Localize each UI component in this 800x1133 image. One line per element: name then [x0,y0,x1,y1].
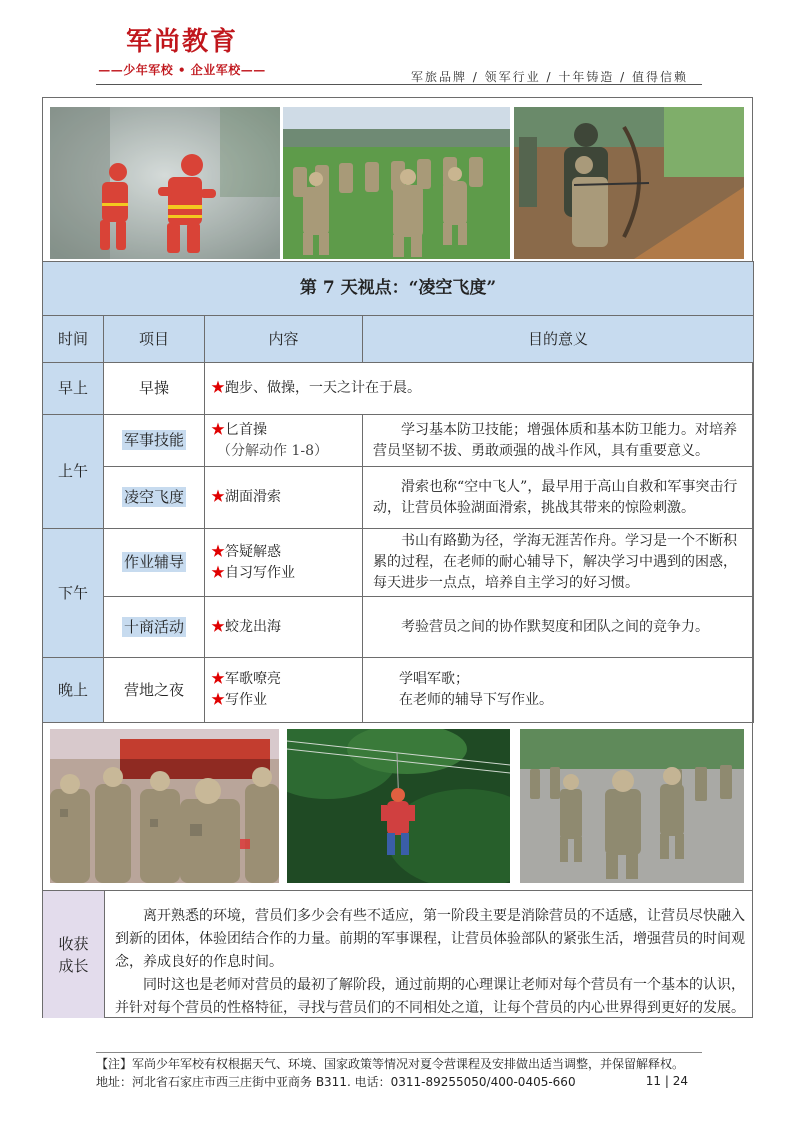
purpose-cell: 滑索也称“空中飞人”，最早用于高山自救和军事突击行动，让营员体验湖面滑索，挑战其带来的惊险刺激。 [363,467,754,529]
growth-label-line: 收获 [58,934,89,953]
purpose-cell: 考验营员之间的协作默契度和团队之间的竞争力。 [363,597,754,658]
photo-fire-drill [50,107,280,259]
content-cell [205,529,363,597]
logo-subtitle: ——少年军校 • 企业军校—— [98,63,266,77]
content-note: （分解动作 1-8） [217,442,328,459]
content-cell [205,658,363,723]
photo-martial-arts-group [50,729,279,883]
time-cell: 早上 [43,363,104,415]
column-header-item: 项目 [104,316,205,363]
photo-drill-formation [283,107,510,259]
time-cell: 下午 [43,529,104,658]
item-cell [104,597,205,658]
table-row [43,658,754,723]
item-cell [104,415,205,467]
purpose-cell: 书山有路勤为径，学海无涯苦作舟。学习是一个不断积累的过程，在老师的耐心辅导下，解决学习中遇到的困惑，每天进步一点点，培养自主学习的好习惯。 [363,529,754,597]
photo-zipline [287,729,510,883]
star-icon: ★ [211,543,225,560]
item-label: 军事技能 [123,431,184,449]
item-label: 十商活动 [123,617,184,636]
content-text: 答疑解惑 [225,543,281,560]
table-row [43,467,754,529]
logo [96,26,268,78]
column-header-time: 时间 [43,316,104,363]
footer-divider [96,1052,702,1053]
growth-section [43,890,752,1017]
purpose-cell: 学习基本防卫技能；增强体质和基本防卫能力。对培养营员坚韧不拔、勇敢顽强的战斗作风，具有重要意义。 [363,415,754,467]
growth-paragraph: 同时这也是老师对营员的最初了解阶段，通过前期的心理课让老师对每个营员有一个基本的认识，并针对每个营员的性格特征，寻找与营员们的不同相处之道，让每个营员的内心世界得到更好的发展。 [115,977,745,1016]
item-cell [104,658,205,723]
logo-title: 军尚教育 [125,27,238,57]
content-text: 跑步、做操，一天之计在于晨。 [225,380,421,396]
table-row [43,415,754,467]
star-icon: ★ [211,671,225,687]
star-icon: ★ [211,618,225,635]
page-number: 11 | 24 [645,1074,688,1088]
content-text: 湖面滑索 [225,489,281,505]
growth-label-line: 成长 [58,956,89,975]
table-row [43,529,754,597]
content-cell [205,363,754,415]
schedule-table [42,261,754,723]
content-cell [205,415,363,467]
content-text: 军歌嘹亮 [225,671,281,687]
growth-text [115,905,745,1020]
item-label: 作业辅导 [123,553,184,571]
content-text: 写作业 [225,692,267,708]
time-cell: 上午 [43,415,104,529]
content-text: 匕首操 [225,421,267,438]
header-divider [96,84,702,85]
header-slogan: 军旅品牌 / 领军行业 / 十年铸造 / 值得信赖 [410,70,688,84]
content-text: 自习写作业 [225,564,295,581]
photo-march [520,729,744,883]
content-text: 蛟龙出海 [225,618,281,635]
purpose-cell [363,658,754,723]
table-row [43,363,754,415]
time-cell: 晚上 [43,658,104,723]
star-icon: ★ [211,564,225,581]
table-row [43,597,754,658]
purpose-line: 学唱军歌； [399,671,469,687]
content-cell [205,467,363,529]
schedule-title: 第 7 天视点：“凌空飞度” [43,262,754,316]
purpose-line: 在老师的辅导下写作业。 [399,692,553,708]
item-label: 营地之夜 [123,680,184,699]
footer-address: 地址：河北省石家庄市西三庄街中亚商务 B311. 电话：0311-89255050/400-0405-660 [96,1075,576,1089]
star-icon: ★ [211,489,225,505]
star-icon: ★ [211,692,225,708]
column-header-purpose: 目的意义 [363,316,754,363]
star-icon: ★ [211,380,225,396]
item-cell [104,529,205,597]
growth-label [43,891,105,1018]
star-icon: ★ [211,421,225,438]
column-header-content: 内容 [205,316,363,363]
photo-archery [514,107,744,259]
item-label: 早操 [138,379,169,397]
item-cell [104,363,205,415]
item-cell [104,467,205,529]
content-cell [205,597,363,658]
growth-paragraph: 离开熟悉的环境，营员们多少会有些不适应，第一阶段主要是消除营员的不适感，让营员尽快融入到新的团体，体验团结合作的力量。前期的军事课程，让营员体验部队的紧张生活，增强营员的时间观念，养成良好的作息时间。 [115,908,745,970]
footer-note: 【注】军尚少年军校有权根据天气、环境、国家政策等情况对夏令营课程及安排做出适当调整，并保留解释权。 [96,1057,685,1071]
item-label: 凌空飞度 [123,488,184,506]
